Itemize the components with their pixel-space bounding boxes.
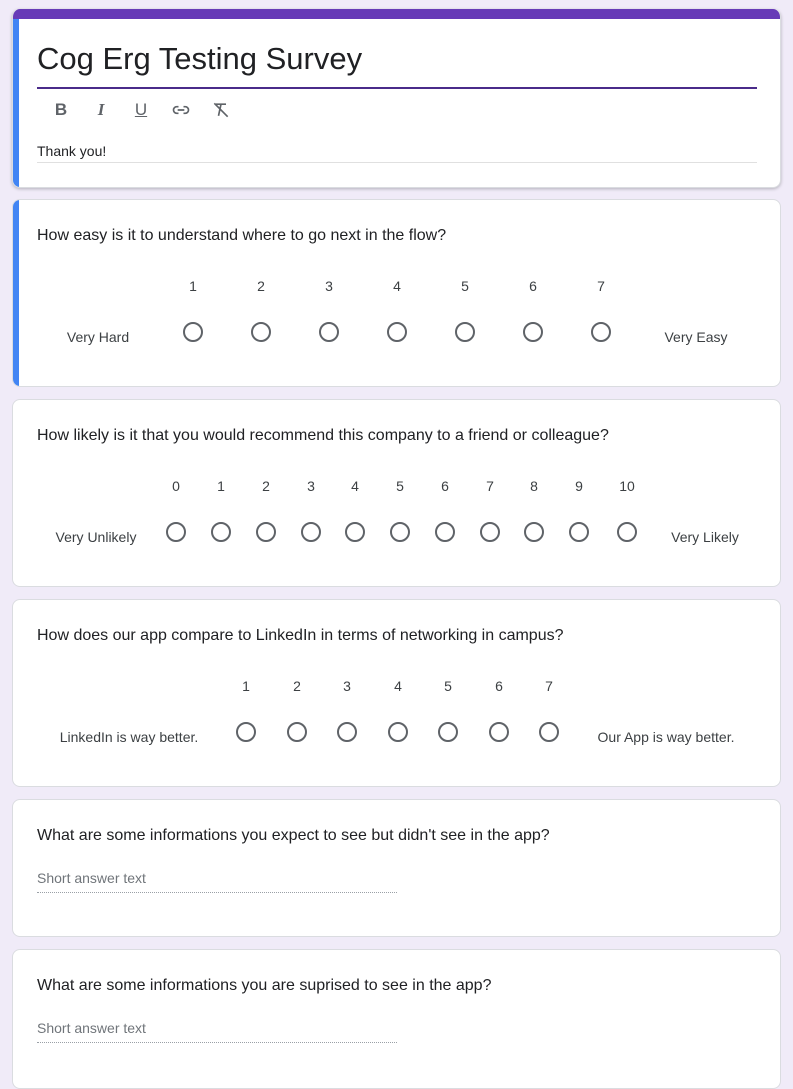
- question-title: What are some informations you expect to see but didn't see in the app?: [37, 827, 550, 844]
- scale-radio[interactable]: [390, 522, 410, 542]
- question-card-expected-info[interactable]: [12, 799, 781, 937]
- scale-number: 10: [619, 478, 635, 494]
- scale-radio[interactable]: [388, 722, 408, 742]
- scale-radio[interactable]: [345, 522, 365, 542]
- question-card-recommend[interactable]: [12, 399, 781, 587]
- scale-number: 4: [393, 278, 401, 294]
- scale-low-label: LinkedIn is way better.: [59, 729, 199, 745]
- scale-radio[interactable]: [539, 722, 559, 742]
- format-toolbar: [46, 99, 236, 121]
- scale-number: 5: [444, 678, 452, 694]
- scale-radio[interactable]: [455, 322, 475, 342]
- scale-radio[interactable]: [480, 522, 500, 542]
- scale-radio[interactable]: [438, 722, 458, 742]
- scale-number: 2: [262, 478, 270, 494]
- scale-number: 4: [351, 478, 359, 494]
- scale-radio[interactable]: [256, 522, 276, 542]
- scale-number: 6: [441, 478, 449, 494]
- question-card-surprised-info[interactable]: [12, 949, 781, 1089]
- scale-high-label: Very Likely: [671, 529, 739, 545]
- scale-number: 7: [597, 278, 605, 294]
- scale-radio[interactable]: [523, 322, 543, 342]
- scale-radio[interactable]: [617, 522, 637, 542]
- scale-radio[interactable]: [301, 522, 321, 542]
- question-card-compare[interactable]: [12, 599, 781, 787]
- scale-radio[interactable]: [319, 322, 339, 342]
- scale-radio[interactable]: [337, 722, 357, 742]
- scale-radio[interactable]: [211, 522, 231, 542]
- scale-radio[interactable]: [489, 722, 509, 742]
- underline-icon[interactable]: U: [134, 100, 148, 119]
- scale-low-label: Very Hard: [66, 329, 130, 345]
- theme-color-bar: [13, 9, 780, 19]
- scale-number: 1: [217, 478, 225, 494]
- form-title[interactable]: Cog Erg Testing Survey: [37, 39, 757, 89]
- scale-radio[interactable]: [435, 522, 455, 542]
- question-title: What are some informations you are suprised to see in the app?: [37, 977, 492, 994]
- italic-icon[interactable]: I: [97, 100, 105, 119]
- scale-number: 3: [325, 278, 333, 294]
- scale-radio[interactable]: [183, 322, 203, 342]
- scale-number: 3: [343, 678, 351, 694]
- scale-number: 8: [530, 478, 538, 494]
- scale-low-label: Very Unlikely: [55, 529, 137, 545]
- scale-number: 1: [242, 678, 250, 694]
- scale-number: 7: [486, 478, 494, 494]
- scale-number: 5: [461, 278, 469, 294]
- clear-format-icon[interactable]: [206, 99, 236, 121]
- scale-number: 0: [172, 478, 180, 494]
- scale-radio[interactable]: [569, 522, 589, 542]
- bold-icon[interactable]: B: [54, 100, 68, 119]
- scale-number: 1: [189, 278, 197, 294]
- scale-radio[interactable]: [387, 322, 407, 342]
- short-answer-field[interactable]: Short answer text: [37, 870, 397, 893]
- scale-number: 6: [529, 278, 537, 294]
- scale-number: 2: [293, 678, 301, 694]
- question-card-ease[interactable]: [12, 199, 781, 387]
- question-title: How likely is it that you would recommend this company to a friend or colleague?: [37, 427, 609, 444]
- scale-number: 2: [257, 278, 265, 294]
- scale-number: 4: [394, 678, 402, 694]
- scale-radio[interactable]: [287, 722, 307, 742]
- scale-number: 3: [307, 478, 315, 494]
- form-description[interactable]: Thank you!: [37, 142, 757, 163]
- scale-radio[interactable]: [236, 722, 256, 742]
- scale-radio[interactable]: [166, 522, 186, 542]
- scale-number: 5: [396, 478, 404, 494]
- question-title: How easy is it to understand where to go next in the flow?: [37, 227, 447, 244]
- scale-number: 9: [575, 478, 583, 494]
- link-icon[interactable]: [166, 99, 196, 121]
- scale-radio[interactable]: [524, 522, 544, 542]
- scale-number: 6: [495, 678, 503, 694]
- scale-high-label: Our App is way better.: [597, 729, 735, 745]
- form-header-card[interactable]: [12, 9, 781, 188]
- scale-number: 7: [545, 678, 553, 694]
- short-answer-field[interactable]: Short answer text: [37, 1020, 397, 1043]
- question-title: How does our app compare to LinkedIn in terms of networking in campus?: [37, 627, 564, 644]
- scale-radio[interactable]: [591, 322, 611, 342]
- scale-radio[interactable]: [251, 322, 271, 342]
- scale-high-label: Very Easy: [664, 329, 728, 345]
